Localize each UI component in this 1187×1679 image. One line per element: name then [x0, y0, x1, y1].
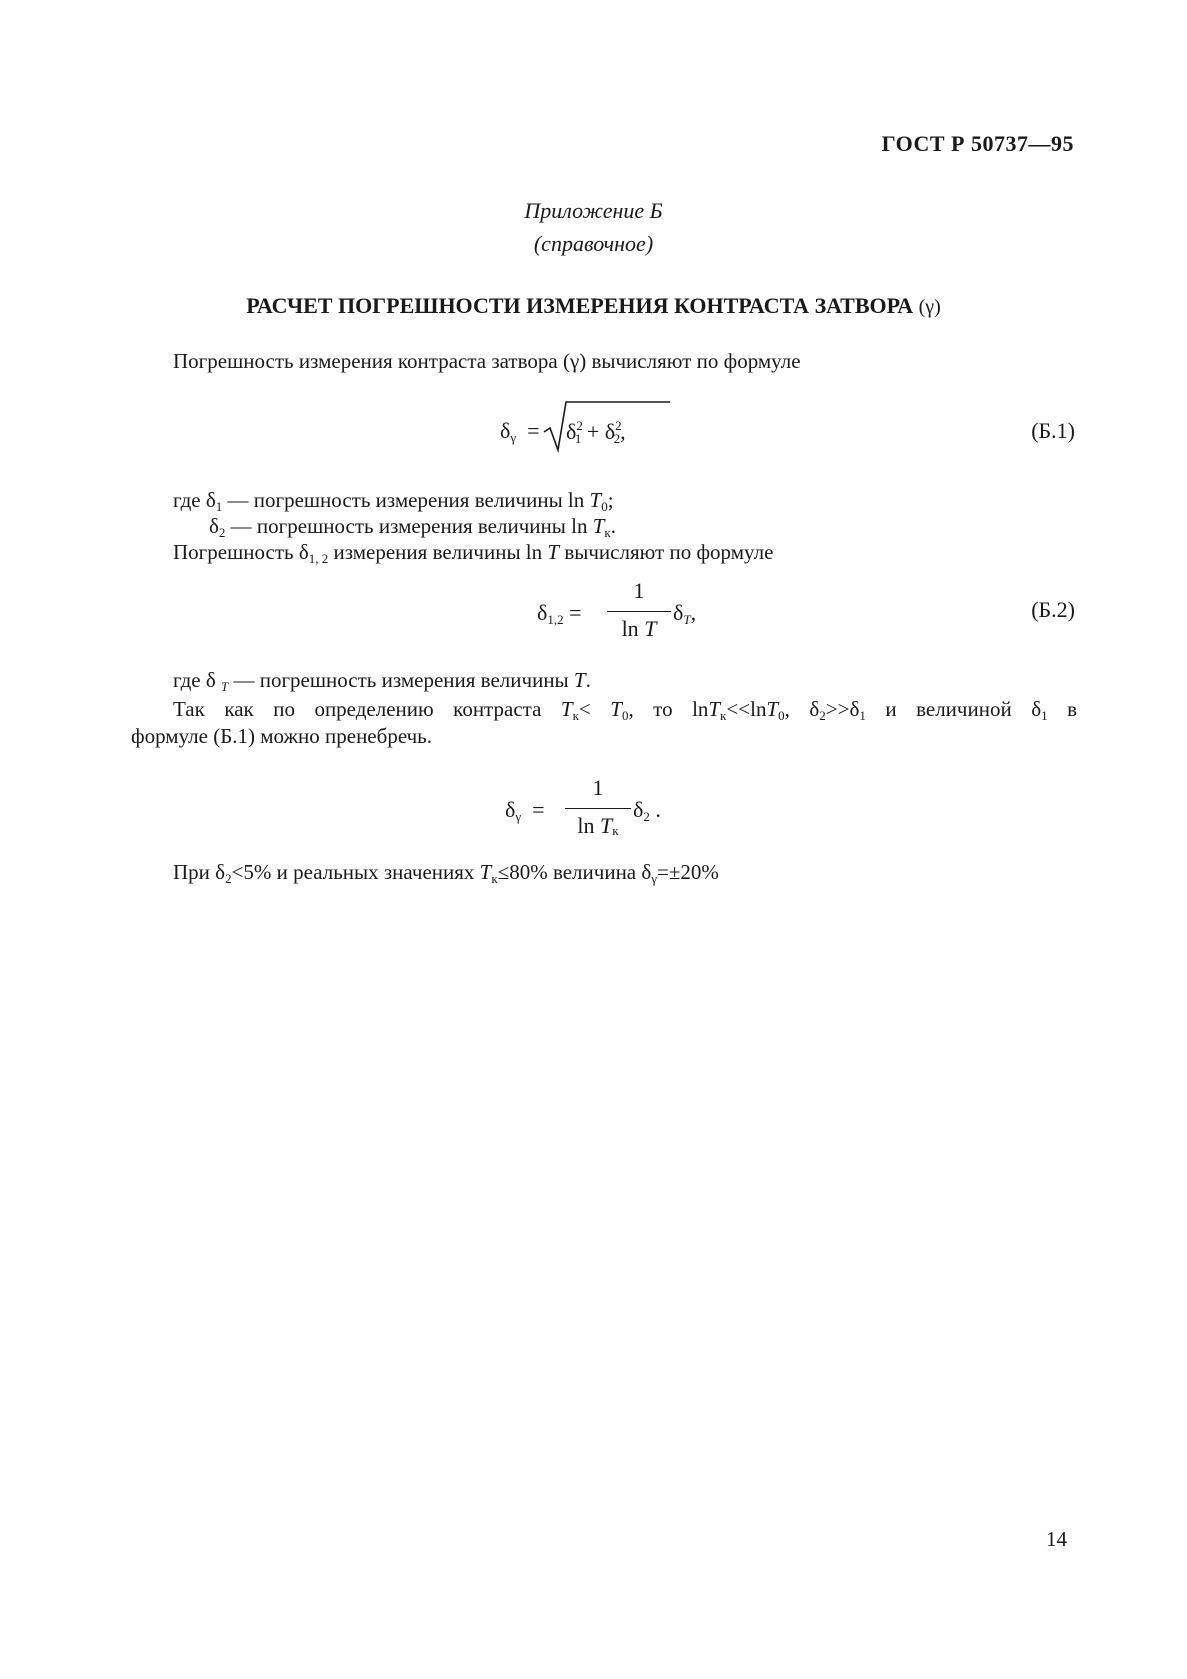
formula-b3-fraction — [565, 775, 631, 845]
paragraph-3-line-2: формуле (Б.1) можно пренебречь. — [131, 724, 433, 748]
paragraph-2: Погрешность $\delta_{1, 2}$ измерения величины ln T вычисляют по формуле — [173, 540, 774, 566]
formula-b2-denominator: ln T — [621, 616, 657, 641]
formula-b2-fraction — [607, 578, 671, 648]
formula-b2-number: (Б.2) — [1031, 597, 1075, 622]
fraction-bar — [565, 808, 631, 809]
section-heading-text: РАСЧЕТ ПОГРЕШНОСТИ ИЗМЕРЕНИЯ КОНТРАСТА ЗАТВОРА — [246, 293, 914, 318]
formula-b3-denominator: $\ln T_к$ — [577, 813, 619, 838]
appendix-subtitle: (справочное) — [533, 231, 654, 256]
formula-b1-lhs: $\delta_\gamma$ = — [500, 418, 540, 445]
section-heading-symbol: (γ) — [918, 296, 941, 318]
page-number: 14 — [1046, 1527, 1067, 1551]
formula-b1-number: (Б.1) — [1031, 418, 1075, 443]
formula-b3-lhs: $\delta_\gamma$ = — [505, 797, 545, 824]
paragraph-4: При $\delta_2<5\%$ и реальных значениях $T_к\le 80\%$ величина $\delta_\gamma=\pm 20\%$ — [173, 860, 719, 886]
formula-b2-numerator: 1 — [633, 578, 645, 603]
formula-b2-lhs: $\delta_{1,2}$ = — [537, 600, 582, 627]
fraction-bar — [607, 611, 671, 612]
document-code: ГОСТ Р 50737—95 — [881, 131, 1074, 156]
section-heading — [0, 293, 1187, 319]
formula-b1-radicand: $\delta^2_1 + \delta^2_2$, — [566, 418, 626, 446]
formula-b3-rhs: $\delta_2$ . — [633, 797, 661, 824]
where-delta1: где $\delta_1$ — погрешность измерения величины $\ln T_0$; — [173, 488, 614, 514]
paragraph-3: Так как по определению контраста $T_к< T_0$, то lnT$_к$<<lnT$_0$, $\delta_2>>\delta_1$ и величиной $\delta_1$ в — [173, 697, 1077, 723]
where-delta2: $\delta_2$ — погрешность измерения величины $\ln T_к$. — [209, 514, 616, 540]
formula-b3 — [505, 775, 685, 845]
appendix-title: Приложение Б — [524, 198, 663, 223]
paragraph-1: Погрешность измерения контраста затвора (γ) вычисляют по формуле — [173, 349, 801, 373]
formula-b2-rhs: $\delta_T$, — [673, 600, 697, 627]
formula-b3-numerator: 1 — [592, 775, 604, 800]
where-deltaT: где δ $_T$ — погрешность измерения величины T. — [173, 668, 591, 694]
formula-b2 — [537, 578, 717, 648]
